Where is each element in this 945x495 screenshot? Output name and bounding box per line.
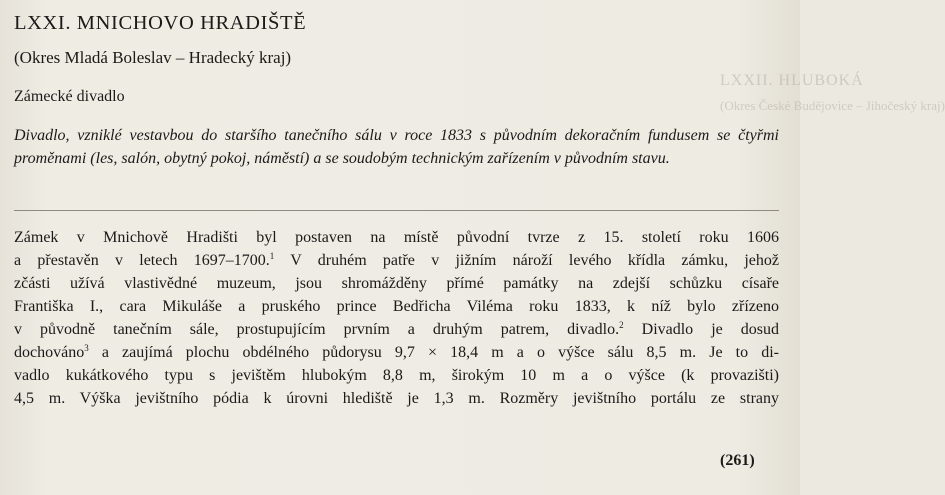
bleed-through-subtitle: (Okres České Budějovice – Jihočeský kraj) [720, 98, 945, 113]
bleed-through-heading: LXXII. HLUBOKÁ [720, 72, 864, 89]
chapter-subtitle: (Okres Mladá Boleslav – Hradecký kraj) [14, 48, 292, 67]
chapter-title: LXXI. MNICHOVO HRADIŠTĚ [14, 12, 307, 34]
footnote-ref: 1 [269, 251, 275, 261]
body-line: zčásti užívá vlastivědné muzeum, jsou shromážděny přímé památky na zdejší schůzku císaře [14, 275, 779, 292]
body-line: dochováno$^3$ a zaujímá plochu obdélného půdorysu 9,7 × 18,4 m a o výšce sálu 8,5 m. Je to di- [14, 343, 779, 361]
body-line: a přestavěn v letech 1697–1700.$^1$ V druhém patře v jižním nároží levého křídla zámku, jehož [14, 251, 779, 269]
divider-line [14, 210, 779, 211]
section-heading: Zámecké divadlo [14, 88, 125, 105]
footnote-ref: 2 [619, 320, 624, 330]
footnote-ref: 3 [84, 343, 89, 353]
page-number: (261) [720, 452, 755, 469]
body-line: v původně tanečním sále, prostupujícím prvním a druhým patrem, divadlo.$^2$ Divadlo je dosud [14, 320, 779, 338]
body-line: 4,5 m. Výška jevištního pódia k úrovni hlediště je 1,3 m. Rozměry jevištního portálu ze strany [14, 390, 779, 407]
body-line: Františka I., cara Mikuláše a pruského prince Bedřicha Viléma roku 1833, k níž bylo zřízeno [14, 298, 779, 315]
abstract-paragraph: Divadlo, vzniklé vestavbou do staršího tanečního sálu v roce 1833 s původním dekoračním fundusem se čtyřmi proměnami (les, salón, obytný pokoj, náměstí) a se soudobým technickým zařízením v původním stavu. [14, 127, 779, 167]
body-paragraph [14, 226, 779, 410]
body-line: Zámek v Mnichově Hradišti byl postaven na místě původní tvrze z 15. století roku 1606 [14, 229, 779, 246]
body-line: vadlo kukátkového typu s jevištěm hlubokým 8,8 m, širokým 10 m a o výšce (k provazišti) [14, 367, 779, 384]
